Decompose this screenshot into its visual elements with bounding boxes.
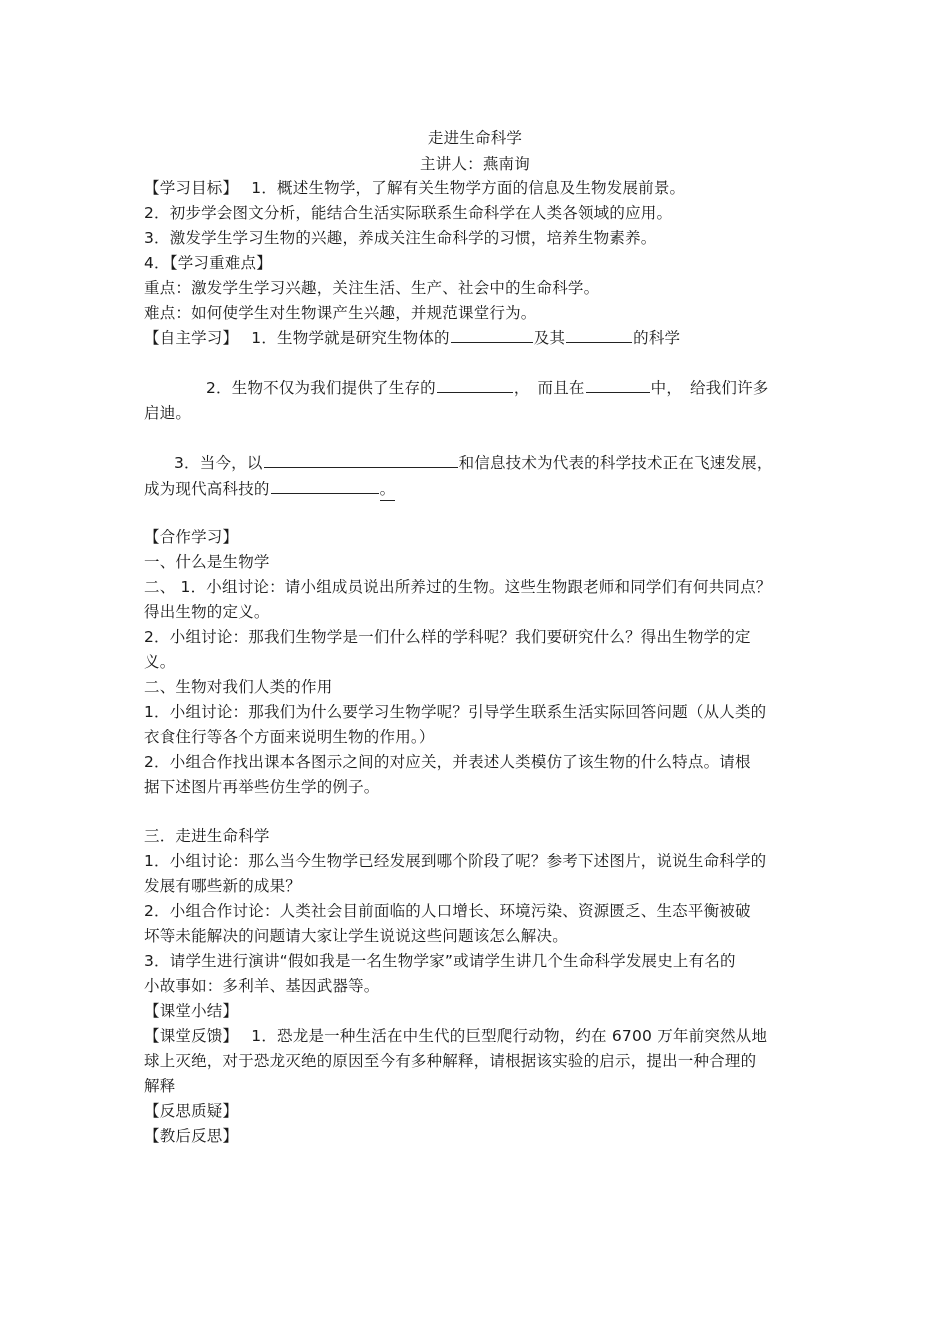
section-2-q1-line-1: 1．小组讨论：那我们为什么要学习生物学呢？引导学生联系生活实际回答问题（从人类的 xyxy=(144,703,767,721)
self-study-q3-text-b: 和信息技术为代表的科学技术正在飞速发展， xyxy=(458,454,773,472)
section-1-q1-line-2: 得出生物的定义。 xyxy=(144,603,270,621)
objective-line-2: 2．初步学会图文分析，能结合生活实际联系生命科学在人类各领域的应用。 xyxy=(144,204,673,222)
answer-blank[interactable] xyxy=(566,326,632,343)
answer-blank[interactable] xyxy=(451,326,533,343)
self-study-q3-text-c: 成为现代高科技的 xyxy=(144,480,270,498)
self-study-question-3 xyxy=(174,451,773,474)
answer-blank[interactable] xyxy=(437,376,513,393)
section-3-q3-line-2: 小故事如：多利羊、基因武器等。 xyxy=(144,977,380,995)
answer-blank[interactable] xyxy=(586,376,650,393)
section-3-q2-line-2: 坏等未能解决的问题请大家让学生说说这些问题该怎么解决。 xyxy=(144,927,568,945)
self-study-q2-text-b: ， 而且在 xyxy=(513,379,585,397)
self-study-question-1 xyxy=(144,326,680,349)
section-2-q2-line-2: 据下述图片再举些仿生学的例子。 xyxy=(144,778,380,796)
self-study-q2-continuation: 启迪。 xyxy=(144,404,192,422)
difficulty-line: 难点：如何使学生对生物课产生兴趣，并规范课堂行为。 xyxy=(144,304,537,322)
section-3-q3-line-1: 3．请学生进行演讲“假如我是一名生物学家”或请学生讲几个生命科学发展史上有名的 xyxy=(144,952,736,970)
objective-line-4: 4．【学习重难点】 xyxy=(144,254,272,272)
self-study-q1-text-c: 的科学 xyxy=(633,329,681,347)
section-3-q2-line-1: 2．小组合作讨论：人类社会目前面临的人口增长、环境污染、资源匮乏、生态平衡被破 xyxy=(144,902,751,920)
objective-line-3: 3．激发学生学习生物的兴趣，养成关注生命科学的习惯，培养生物素养。 xyxy=(144,229,657,247)
answer-blank[interactable] xyxy=(271,477,379,494)
section-3-title: 三．走进生命科学 xyxy=(144,827,270,845)
self-study-question-2 xyxy=(206,376,769,399)
section-3-q1-line-1: 1．小组讨论：那么当今生物学已经发展到哪个阶段了呢？参考下述图片，说说生命科学的 xyxy=(144,852,767,870)
self-study-q1-text-a: 【自主学习】 1．生物学就是研究生物体的 xyxy=(144,329,450,347)
speaker-line: 主讲人：燕南询 xyxy=(420,155,530,173)
document-title: 走进生命科学 xyxy=(427,129,523,147)
coop-heading: 【合作学习】 xyxy=(144,528,239,546)
section-1-title: 一、什么是生物学 xyxy=(144,553,270,571)
section-2-q1-line-2: 衣食住行等各个方面来说明生物的作用。） xyxy=(144,728,435,746)
section-1-q1-line-1: 二、 1．小组讨论：请小组成员说出所养过的生物。这些生物跟老师和同学们有何共同点？ xyxy=(144,578,772,596)
feedback-line-2: 球上灭绝，对于恐龙灭绝的原因至今有多种解释，请根据该实验的启示，提出一种合理的 xyxy=(144,1052,757,1070)
reflection-heading: 【反思质疑】 xyxy=(144,1102,239,1120)
feedback-line-1: 【课堂反馈】 1．恐龙是一种生活在中生代的巨型爬行动物，约在 6700 万年前突然从地 xyxy=(144,1027,768,1045)
objective-line-1: 【学习目标】 1．概述生物学，了解有关生物学方面的信息及生物发展前景。 xyxy=(144,179,686,197)
self-study-q3-text-d: 。 xyxy=(380,478,396,501)
section-2-title: 二、生物对我们人类的作用 xyxy=(144,678,333,696)
self-study-q2-text-c: 中， 给我们许多 xyxy=(650,379,769,397)
section-3-q1-line-2: 发展有哪些新的成果？ xyxy=(144,877,302,895)
feedback-line-3: 解释 xyxy=(144,1077,176,1095)
self-study-q1-text-b: 及其 xyxy=(533,329,566,347)
key-point-line: 重点：激发学生学习兴趣，关注生活、生产、社会中的生命科学。 xyxy=(144,279,600,297)
self-study-q2-text-a: 2．生物不仅为我们提供了生存的 xyxy=(206,379,436,397)
self-study-q3-text-a: 3．当今，以 xyxy=(174,454,263,472)
answer-blank[interactable] xyxy=(264,451,458,468)
summary-heading: 【课堂小结】 xyxy=(144,1002,239,1020)
section-1-q2-line-1: 2．小组讨论：那我们生物学是一们什么样的学科呢？我们要研究什么？得出生物学的定 xyxy=(144,628,751,646)
self-study-q3-continuation xyxy=(144,477,395,501)
teaching-reflection-heading: 【教后反思】 xyxy=(144,1127,239,1145)
section-2-q2-line-1: 2．小组合作找出课本各图示之间的对应关，并表述人类模仿了该生物的什么特点。请根 xyxy=(144,753,751,771)
section-1-q2-line-2: 义。 xyxy=(144,653,176,671)
